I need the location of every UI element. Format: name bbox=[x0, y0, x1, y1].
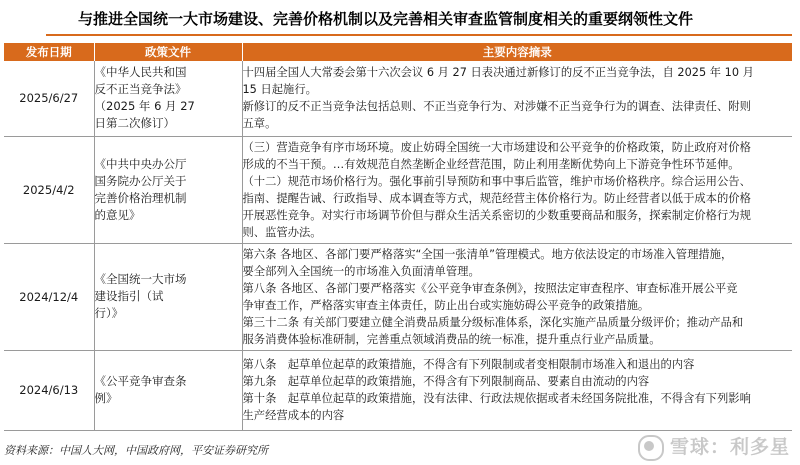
policy-line: 《全国统一大市场 bbox=[94, 272, 187, 286]
policy-line: 完善价格治理机制 bbox=[94, 190, 187, 205]
content-line: （三）营造竞争有序市场环境。废止妨碍全国统一大市场建设和公平竞争的价格政策，防止政府对价格 bbox=[242, 140, 751, 154]
content-line: 第八条 起草单位起草的政策措施，不得含有下列限制或者变相限制市场准入和退出的内容 bbox=[242, 358, 695, 371]
table-row bbox=[4, 350, 792, 430]
content-line: 要全部列入全国统一的市场准入负面清单管理。 bbox=[242, 264, 480, 278]
policy-line: 行）》 bbox=[94, 306, 124, 320]
content-line: 新修订的反不正当竞争法包括总则、不正当竞争行为、对涉嫌不正当竞争行为的调查、法律责任、附则 bbox=[242, 100, 751, 114]
source-note: 资料来源：中国人大网，中国政府网，平安证券研究所 bbox=[4, 444, 268, 457]
page-title: 与推进全国统一大市场建设、完善价格机制以及完善相关审查监管制度相关的重要纲领性文件 bbox=[78, 10, 694, 28]
content-line: 则、监管办法。 bbox=[242, 225, 322, 239]
content-line: 第十条 起草单位起草的政策措施，没有法律、行政法规依据或者未经国务院批准，不得含有下列影响 bbox=[242, 392, 751, 405]
watermark-text: 雪球：利多星 bbox=[669, 436, 790, 458]
row-content bbox=[242, 243, 792, 350]
policy-line: 例》 bbox=[94, 391, 118, 405]
policy-line: 《公平竞争审查条 bbox=[94, 374, 187, 388]
row-content bbox=[242, 136, 792, 243]
row-date: 2025/4/2 bbox=[4, 136, 94, 243]
policy-line: 国务院办公厅关于 bbox=[94, 173, 187, 188]
content-line: 十四届全国人大常委会第十六次会议 6 月 27 日表决通过新修订的反不正当竞争法，自 2025 年 10 月 bbox=[242, 66, 754, 80]
content-line: 形成的不当干预。…有效规范自然垄断企业经营范围，防止利用垄断优势向上下游竞争性环节延伸。 bbox=[242, 157, 740, 171]
content-line: 生产经营成本的内容 bbox=[242, 409, 345, 422]
header-policy: 政策文件 bbox=[94, 43, 242, 61]
row-content bbox=[242, 61, 792, 136]
policy-table bbox=[4, 43, 792, 431]
content-line: 指南、提醒告诫、行政指导、成本调查等方式，规范经营主体价格行为。防止经营者以低于成本的价格 bbox=[242, 191, 751, 205]
row-content bbox=[242, 350, 792, 430]
row-date: 2024/6/13 bbox=[4, 350, 94, 430]
table-row bbox=[4, 61, 792, 136]
content-line: 第八条 各地区、各部门要严格落实《公平竞争审查条例》，按照法定审查程序、审查标准开展公平竞 bbox=[242, 281, 738, 295]
row-policy bbox=[94, 61, 242, 136]
table-row bbox=[4, 243, 792, 350]
policy-line: 的意见》 bbox=[94, 207, 141, 222]
policy-line: 日第二次修订） bbox=[94, 116, 175, 131]
content-line: 第九条 起草单位起草的政策措施，不得含有下列限制商品、要素自由流动的内容 bbox=[242, 375, 650, 388]
content-line: 服务消费体验标准研制，完善重点领域消费品的统一标准，提升重点行业产品质量。 bbox=[242, 332, 661, 346]
row-policy bbox=[94, 136, 242, 243]
policy-line: 反不正当竞争法》 bbox=[94, 82, 187, 97]
table-row bbox=[4, 136, 792, 243]
content-line: 争审查工作，严格落实审查主体责任，防止出台或实施妨碍公平竞争的政策措施。 bbox=[242, 298, 650, 312]
policy-line: 《中华人民共和国 bbox=[94, 65, 187, 80]
header-content: 主要内容摘录 bbox=[242, 43, 792, 61]
row-date: 2024/12/4 bbox=[4, 243, 94, 350]
row-policy bbox=[94, 350, 242, 430]
row-policy bbox=[94, 243, 242, 350]
table-header-row bbox=[4, 43, 792, 61]
policy-line: 建设指引（试 bbox=[94, 289, 164, 303]
content-line: 第三十二条 有关部门要建立健全消费品质量分级标准体系，深化实施产品质量分级评价；推动产品和 bbox=[242, 315, 744, 329]
row-date: 2025/6/27 bbox=[4, 61, 94, 136]
content-line: 15 日起施行。 bbox=[242, 83, 317, 97]
content-line: 五章。 bbox=[242, 117, 277, 131]
watermark bbox=[638, 432, 790, 461]
header-date: 发布日期 bbox=[4, 43, 94, 61]
policy-line: （2025 年 6 月 27 bbox=[94, 99, 195, 114]
content-line: 开展恶性竞争。对实行市场调节价但与群众生活关系密切的少数重要商品和服务，探索制定价格行为规 bbox=[242, 208, 751, 222]
policy-line: 《中共中央办公厅 bbox=[94, 156, 187, 171]
content-line: 第六条 各地区、各部门要严格落实“全国一张清单”管理模式。地方依法设定的市场准入管理措施， bbox=[242, 247, 733, 261]
content-line: （十二）规范市场价格行为。强化事前引导预防和事中事后监管，维护市场价格秩序。综合运用公告、 bbox=[242, 174, 751, 188]
title-underline bbox=[46, 34, 792, 36]
snowball-logo-icon bbox=[638, 435, 664, 461]
